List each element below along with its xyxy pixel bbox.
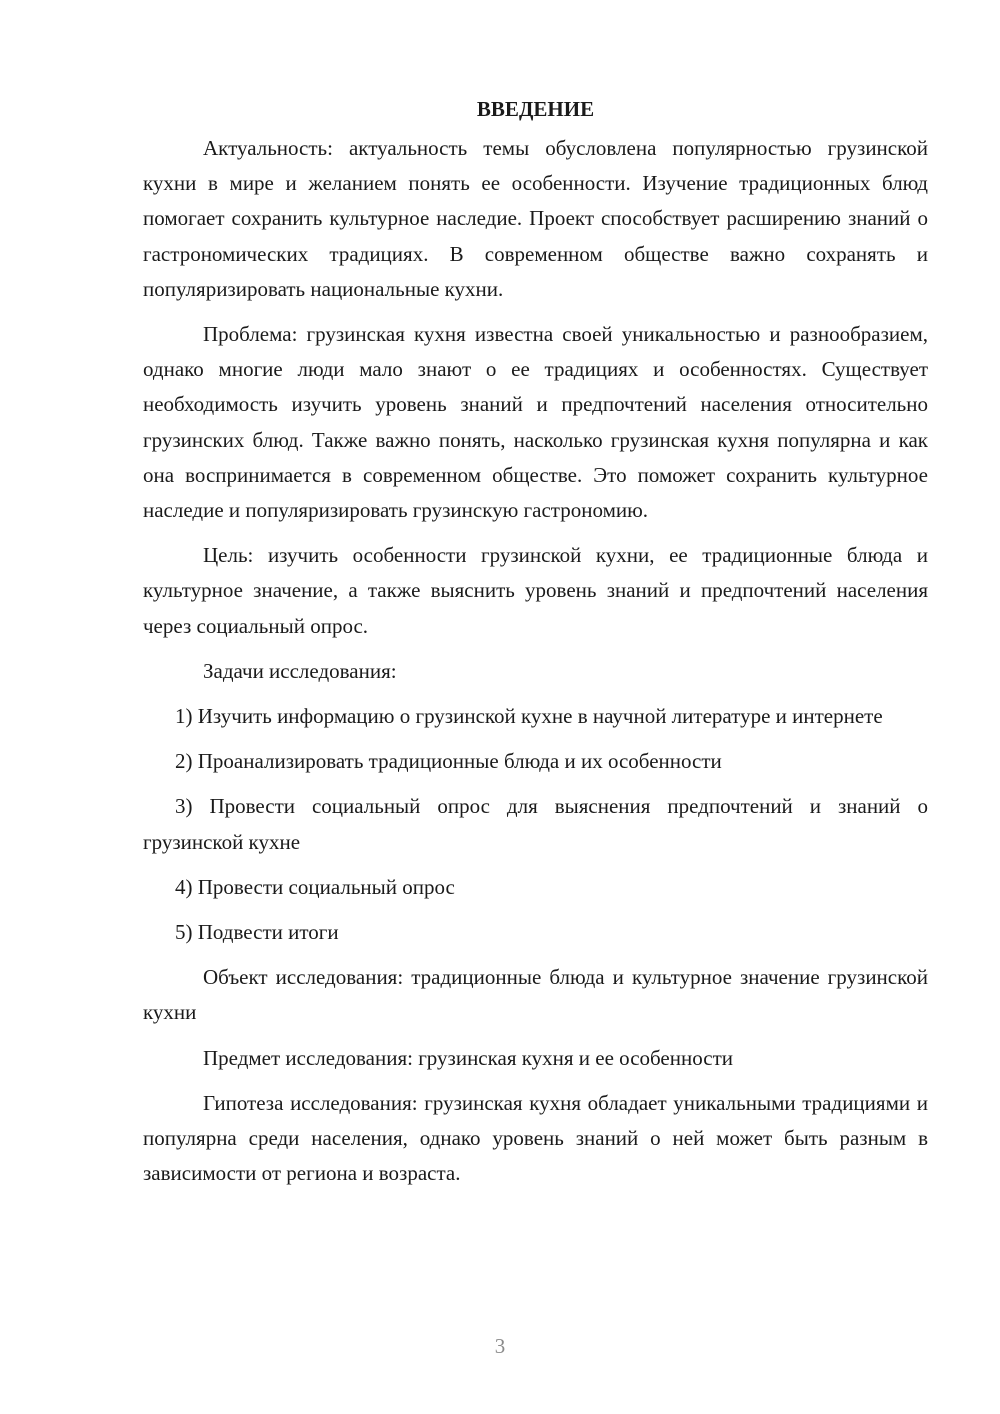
paragraph-subject: Предмет исследования: грузинская кухня и ее особенности: [203, 1045, 733, 1070]
paragraph-goal: Цель: изучить особенности грузинской кухни, ее традиционные блюда и культурное значение, а также выяснить уровень знаний и предпочтений населения через социальный опрос.: [143, 543, 928, 638]
paragraph-object: Объект исследования: традиционные блюда и культурное значение грузинской кухни: [143, 965, 928, 1025]
paragraph-relevance: Актуальность: актуальность темы обусловлена популярностью грузинской кухни в мире и желанием понять ее особенности. Изучение традиционных блюд помогает сохранить культурное наследие. Проект способствует расширению знаний о гастрономических традициях. В современном обществе важно сохранять и популяризировать национальные кухни.: [143, 136, 928, 301]
paragraph-problem: Проблема: грузинская кухня известна своей уникальностью и разнообразием, однако многие люди мало знают о ее традициях и особенностях. Существует необходимость изучить уровень знаний и предпочтений населения относительно грузинских блюд. Также важно понять, насколько грузинская кухня популярна и как она воспринимается в современном обществе. Это поможет сохранить культурное наследие и популяризировать грузинскую гастрономию.: [143, 322, 928, 523]
list-item-task-1: 1) Изучить информацию о грузинской кухне в научной литературе и интернете: [175, 704, 883, 729]
list-item-task-4: 4) Провести социальный опрос: [175, 874, 455, 899]
tasks-list: [143, 699, 928, 950]
tasks-heading: Задачи исследования:: [203, 658, 397, 683]
paragraph-hypothesis: Гипотеза исследования: грузинская кухня обладает уникальными традициями и популярна среди населения, однако уровень знаний о ней может быть разным в зависимости от региона и возраста.: [143, 1090, 928, 1186]
page-number: 3: [494, 1334, 506, 1358]
page-title: ВВЕДЕНИЕ: [476, 97, 595, 121]
list-item-task-5: 5) Подвести итоги: [175, 920, 339, 945]
document-page: [143, 92, 928, 1201]
list-item-task-3: 3) Провести социальный опрос для выяснения предпочтений и знаний о грузинской кухне: [143, 794, 928, 854]
list-item-task-2: 2) Проанализировать традиционные блюда и их особенности: [175, 749, 722, 774]
